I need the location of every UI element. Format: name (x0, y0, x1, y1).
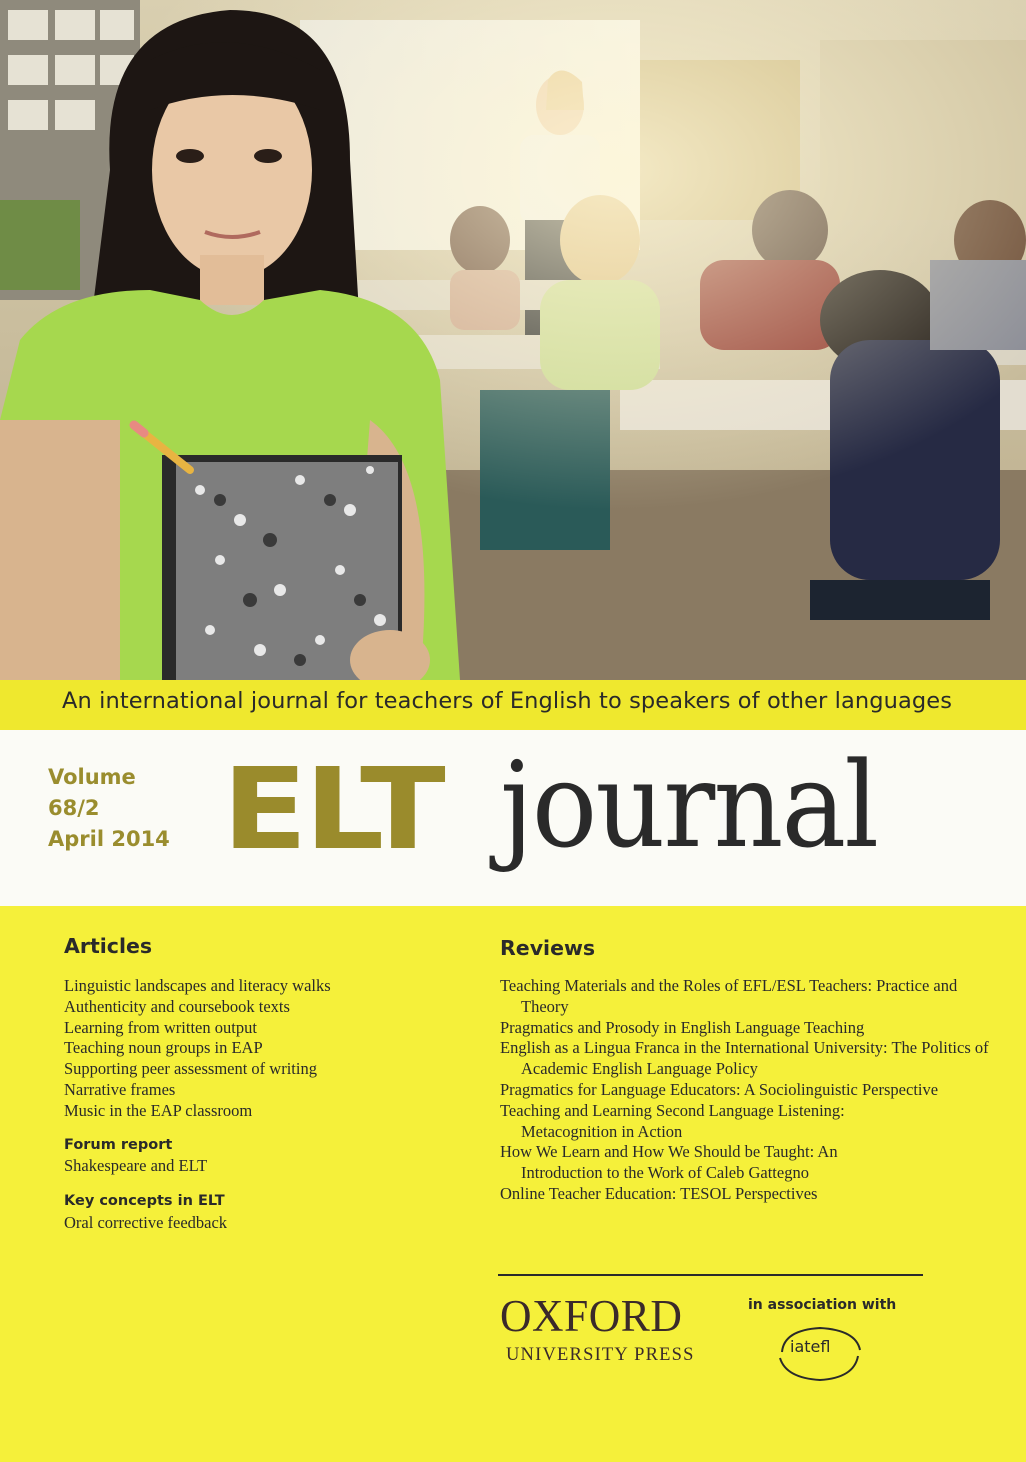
issue-date: April 2014 (48, 827, 170, 851)
list-item: Pragmatics and Prosody in English Language Teaching (500, 1017, 865, 1037)
list-item: Learning from written output (64, 1017, 257, 1037)
forum-heading: Forum report (64, 1137, 173, 1153)
issue-info (48, 762, 170, 855)
oxford-logo: OXFORD (500, 1291, 683, 1341)
list-item: How We Learn and How We Should be Taught: An Introduction to the Work of Caleb Gattegno (500, 1142, 838, 1183)
list-item: Music in the EAP classroom (64, 1100, 253, 1120)
key-concepts-heading: Key concepts in ELT (64, 1193, 225, 1209)
forum-item: Shakespeare and ELT (64, 1156, 208, 1175)
list-item: Narrative frames (64, 1079, 176, 1099)
masthead-journal: journal (500, 736, 878, 874)
issue-number: 68/2 (48, 796, 100, 820)
classroom-photo-illustration (0, 0, 1026, 680)
articles-list (64, 976, 331, 1122)
cover-photo (0, 0, 1026, 680)
tagline: An international journal for teachers of English to speakers of other languages (62, 688, 953, 714)
divider-rule (498, 1274, 923, 1276)
list-item: Teaching and Learning Second Language Listening: Metacognition in Action (500, 1100, 845, 1141)
list-item: Teaching noun groups in EAP (64, 1038, 263, 1058)
association-label: in association with (748, 1297, 897, 1313)
articles-heading: Articles (64, 934, 153, 958)
reviews-heading: Reviews (500, 936, 596, 960)
list-item: Teaching Materials and the Roles of EFL/ESL Teachers: Practice and Theory (500, 976, 958, 1016)
oup-subtitle: UNIVERSITY PRESS (506, 1345, 695, 1365)
reviews-list (500, 976, 989, 1205)
volume-label: Volume (48, 765, 136, 789)
list-item: English as a Lingua Franca in the International University: The Politics of Academic English Language Policy (500, 1038, 989, 1079)
list-item: Authenticity and coursebook texts (64, 996, 290, 1016)
list-item: Pragmatics for Language Educators: A Sociolinguistic Perspective (500, 1079, 939, 1099)
list-item: Linguistic landscapes and literacy walks (64, 976, 331, 995)
list-item: Supporting peer assessment of writing (64, 1059, 317, 1079)
list-item: Online Teacher Education: TESOL Perspectives (500, 1183, 818, 1203)
masthead-elt: ELT (222, 745, 443, 875)
iatefl-label: iatefl (790, 1337, 831, 1356)
key-concepts-item: Oral corrective feedback (64, 1213, 228, 1232)
